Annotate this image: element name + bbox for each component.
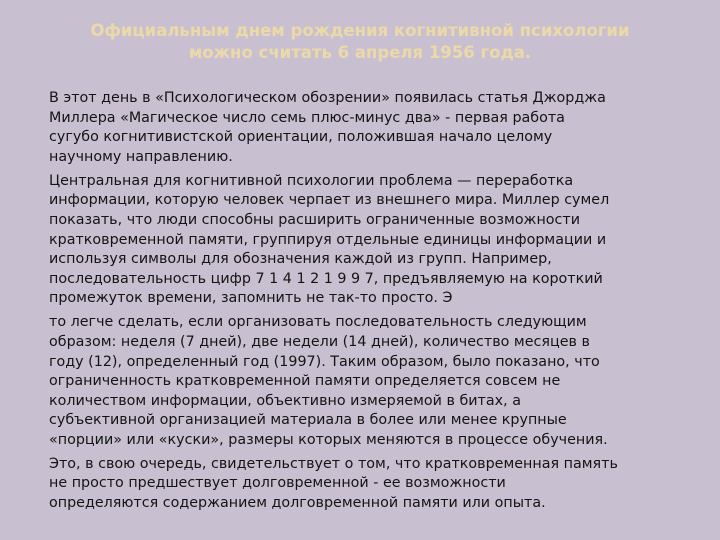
text-line: показать, что люди способны расширить ограниченные возможности [49, 211, 581, 228]
text-line: количеством информации, объективно измеряемой в битах, а [49, 392, 521, 409]
slide-title [30, 20, 690, 64]
paragraph-4 [49, 455, 699, 514]
text-line: ограниченность кратковременной памяти определяется совсем не [49, 373, 561, 390]
slide-body [49, 89, 699, 518]
text-line: Миллера «Магическое число семь плюс-минус два» - первая работа [49, 109, 565, 126]
paragraph-1 [49, 89, 699, 167]
text-line: кратковременной памяти, группируя отдельные единицы информации и [49, 231, 607, 248]
text-line: образом: неделя (7 дней), две недели (14 дней), количество месяцев в [49, 333, 590, 350]
title-line: Официальным днем рождения когнитивной психологии [90, 21, 630, 40]
text-line: Это, в свою очередь, свидетельствует о том, что кратковременная память [49, 455, 618, 472]
text-line: субъективной организацией материала в более или менее крупные [49, 412, 567, 429]
text-line: сугубо когнитивистской ориентации, положившая начало целому [49, 129, 553, 146]
text-line: последовательность цифр 7 1 4 1 2 1 9 9 7, предъявляемую на короткий [49, 270, 603, 287]
title-line: можно считать 6 апреля 1956 года. [188, 43, 532, 62]
text-line: Центральная для когнитивной психологии проблема — переработка [49, 172, 574, 189]
text-line: году (12), определенный год (1997). Таким образом, было показано, что [49, 353, 600, 370]
text-line: В этот день в «Психологическом обозрении» появилась статья Джорджа [49, 90, 606, 106]
text-line: промежуток времени, запомнить не так-то просто. Э [49, 290, 453, 307]
text-line: используя символы для обозначения каждой из групп. Например, [49, 251, 552, 268]
text-line: информации, которую человек черпает из внешнего мира. Миллер сумел [49, 192, 610, 209]
text-line: определяются содержанием долговременной памяти или опыта. [49, 495, 546, 512]
paragraph-2 [49, 172, 699, 309]
text-line: не просто предшествует долговременной - ее возможности [49, 475, 506, 492]
text-line: «порции» или «куски», размеры которых меняются в процессе обучения. [49, 431, 608, 448]
text-line: то легче сделать, если организовать последовательность следующим [49, 314, 587, 331]
paragraph-3 [49, 313, 699, 450]
text-line: научному направлению. [49, 148, 233, 165]
